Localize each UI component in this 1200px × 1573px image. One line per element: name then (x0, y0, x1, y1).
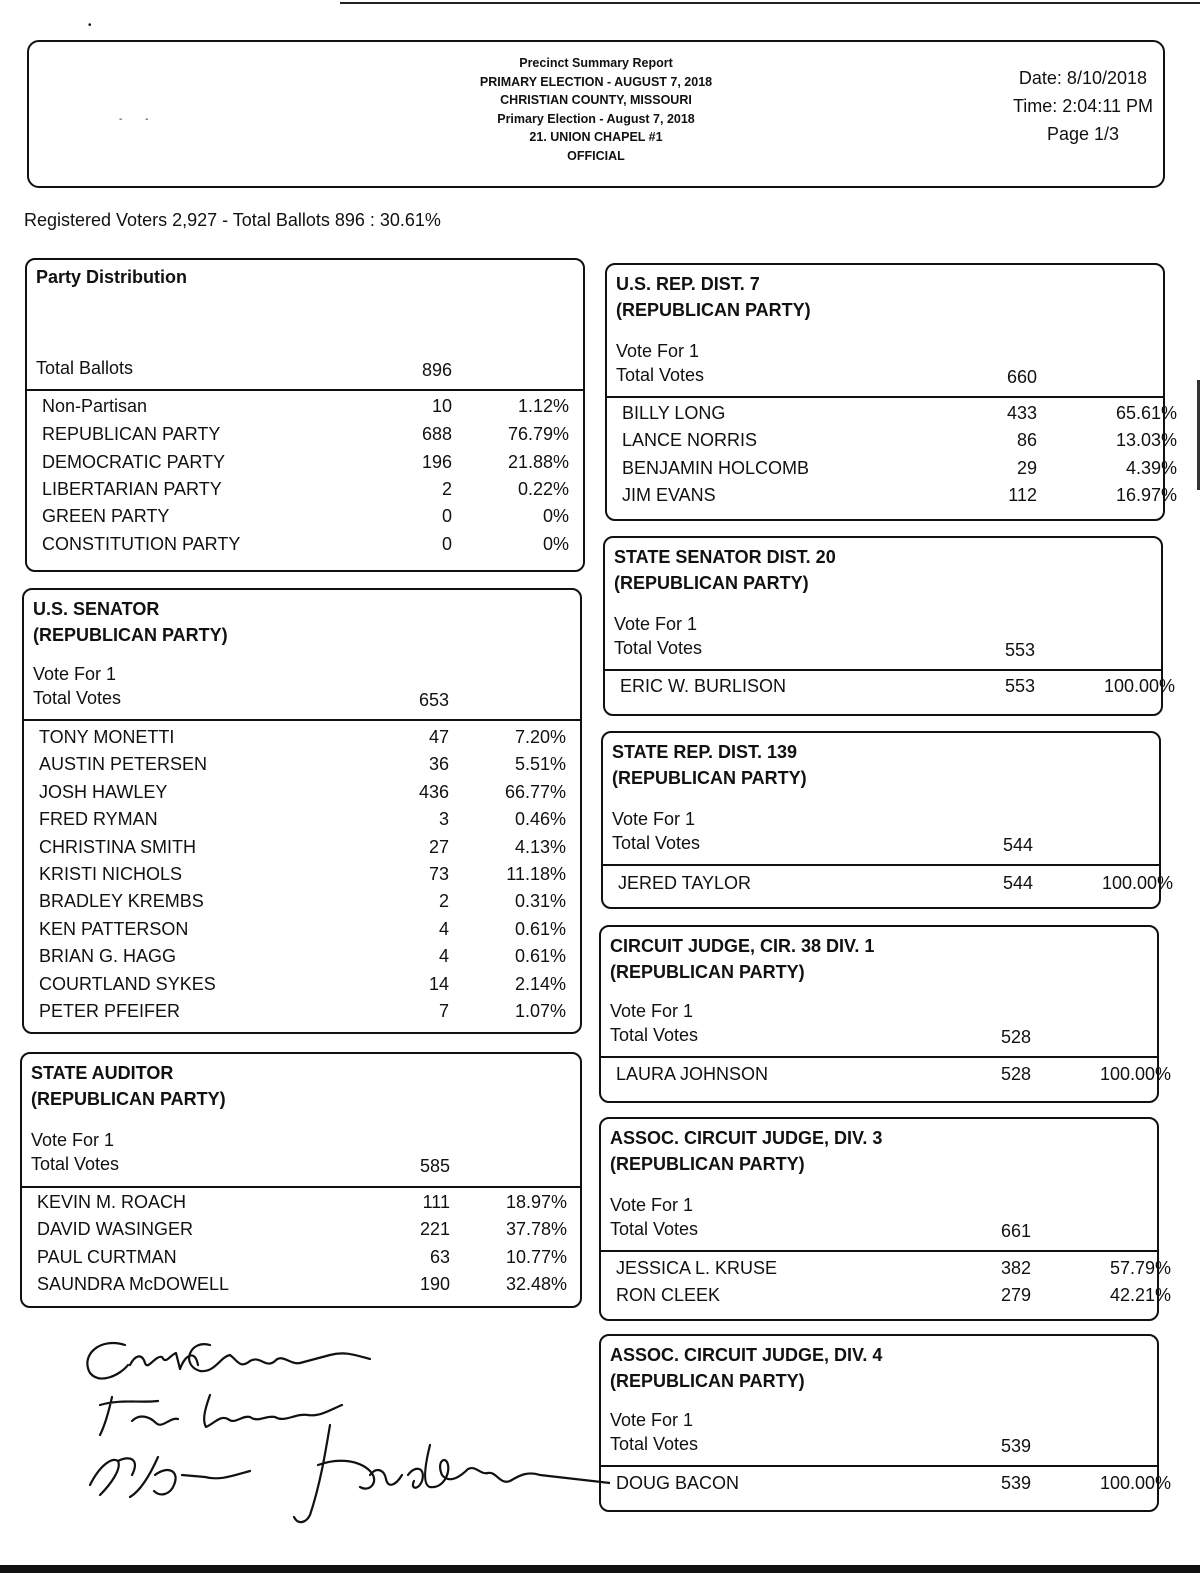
candidate-percent: 100.00% (1099, 1064, 1171, 1084)
total-ballots-label: Total Ballots (36, 358, 134, 378)
party-percent: 1.12% (517, 396, 569, 416)
party-percent: 0% (542, 534, 569, 554)
race-title: ASSOC. CIRCUIT JUDGE, DIV. 3 (610, 1128, 883, 1148)
party-votes: 10 (431, 396, 452, 416)
candidate-row (607, 485, 1177, 512)
candidate-name: JIM EVANS (622, 485, 716, 505)
candidate-row (605, 676, 1175, 703)
separator (22, 719, 582, 721)
scan-specks: ‐ ‐ (119, 114, 159, 125)
total-votes-value: 585 (419, 1156, 450, 1176)
candidate-percent: 0.61% (514, 919, 566, 939)
candidate-row (601, 1258, 1171, 1285)
vote-for-label: Vote For 1 (616, 341, 700, 361)
candidate-row (24, 946, 580, 973)
race-title: U.S. SENATOR (33, 599, 160, 619)
party-name: REPUBLICAN PARTY (42, 424, 221, 444)
candidate-percent: 10.77% (505, 1247, 567, 1267)
total-ballots-value: 896 (421, 360, 452, 380)
candidate-votes: 190 (419, 1274, 450, 1294)
race-party: (REPUBLICAN PARTY) (610, 1154, 805, 1174)
separator (599, 1056, 1159, 1058)
candidate-votes: 36 (428, 754, 449, 774)
separator (603, 669, 1163, 671)
candidate-row (601, 1064, 1171, 1091)
candidate-votes: 4 (438, 919, 449, 939)
candidate-name: KEN PATTERSON (39, 919, 189, 939)
candidate-percent: 32.48% (505, 1274, 567, 1294)
candidate-row (607, 458, 1177, 485)
vote-for-label: Vote For 1 (612, 809, 696, 829)
party-distribution-box (25, 258, 585, 572)
candidate-row (22, 1219, 580, 1246)
candidate-row (607, 403, 1177, 430)
candidate-percent: 4.39% (1125, 458, 1177, 478)
separator (599, 1465, 1159, 1467)
candidate-votes: 3 (438, 809, 449, 829)
candidate-name: COURTLAND SYKES (39, 974, 216, 994)
election-name: PRIMARY ELECTION - AUGUST 7, 2018 (479, 74, 713, 89)
party-percent: 0% (542, 506, 569, 526)
candidate-votes: 528 (1000, 1064, 1031, 1084)
candidate-name: ERIC W. BURLISON (620, 676, 787, 696)
report-header-titles (29, 54, 1163, 165)
candidate-name: PAUL CURTMAN (37, 1247, 177, 1267)
candidate-votes: 73 (428, 864, 449, 884)
total-votes-label: Total Votes (31, 1154, 120, 1174)
candidate-name: BILLY LONG (622, 403, 726, 423)
handwritten-signatures-icon (70, 1325, 610, 1545)
candidate-percent: 100.00% (1103, 676, 1175, 696)
election-subtitle: Primary Election - August 7, 2018 (497, 111, 695, 126)
race-party: (REPUBLICAN PARTY) (612, 768, 807, 788)
candidate-name: FRED RYMAN (39, 809, 158, 829)
candidate-name: JERED TAYLOR (618, 873, 752, 893)
candidate-percent: 100.00% (1101, 873, 1173, 893)
candidate-votes: 279 (1000, 1285, 1031, 1305)
party-percent: 0.22% (517, 479, 569, 499)
candidate-percent: 11.18% (506, 864, 566, 884)
party-votes: 196 (421, 452, 452, 472)
candidate-name: DOUG BACON (616, 1473, 740, 1493)
race-party: (REPUBLICAN PARTY) (31, 1089, 226, 1109)
total-votes-value: 660 (1006, 367, 1037, 387)
candidate-row (24, 837, 580, 864)
vote-for-label: Vote For 1 (31, 1130, 115, 1150)
separator (599, 1250, 1159, 1252)
party-votes: 688 (421, 424, 452, 444)
party-name: Non-Partisan (42, 396, 148, 416)
candidate-votes: 27 (428, 837, 449, 857)
candidate-row (24, 782, 580, 809)
candidate-name: DAVID WASINGER (37, 1219, 194, 1239)
total-votes-value: 544 (1002, 835, 1033, 855)
separator (601, 864, 1161, 866)
candidate-row (24, 754, 580, 781)
party-row (27, 534, 583, 561)
total-votes-label: Total Votes (614, 638, 703, 658)
party-votes: 2 (441, 479, 452, 499)
separator (605, 396, 1165, 398)
candidate-name: BRIAN G. HAGG (39, 946, 177, 966)
candidate-votes: 29 (1016, 458, 1037, 478)
race-box-assoc-circuit-judge-4 (599, 1334, 1171, 1512)
race-title: STATE AUDITOR (31, 1063, 174, 1083)
official-label: OFFICIAL (567, 148, 625, 163)
candidate-name: PETER PFEIFER (39, 1001, 181, 1021)
candidate-percent: 0.46% (514, 809, 566, 829)
report-type: Precinct Summary Report (519, 56, 673, 70)
candidate-votes: 539 (1000, 1473, 1031, 1493)
candidate-votes: 111 (422, 1192, 450, 1212)
separator (25, 389, 585, 391)
candidate-votes: 221 (419, 1219, 450, 1239)
race-title: ASSOC. CIRCUIT JUDGE, DIV. 4 (610, 1345, 883, 1365)
total-votes-value: 553 (1004, 640, 1035, 660)
race-title: CIRCUIT JUDGE, CIR. 38 DIV. 1 (610, 936, 875, 956)
candidate-percent: 7.20% (514, 727, 566, 747)
candidate-row (24, 891, 580, 918)
party-row (27, 506, 583, 533)
scan-speck: • (88, 20, 92, 31)
total-votes-label: Total Votes (610, 1434, 699, 1454)
candidate-name: BRADLEY KREMBS (39, 891, 204, 911)
race-party: (REPUBLICAN PARTY) (33, 625, 228, 645)
candidate-name: CHRISTINA SMITH (39, 837, 197, 857)
vote-for-label: Vote For 1 (610, 1195, 694, 1215)
race-party: (REPUBLICAN PARTY) (614, 573, 809, 593)
vote-for-label: Vote For 1 (610, 1001, 694, 1021)
candidate-percent: 65.61% (1115, 403, 1177, 423)
candidate-percent: 100.00% (1099, 1473, 1171, 1493)
candidate-votes: 382 (1000, 1258, 1031, 1278)
candidate-percent: 16.97% (1115, 485, 1177, 505)
scan-edge-top (340, 2, 1200, 4)
candidate-row (601, 1473, 1171, 1500)
race-party: (REPUBLICAN PARTY) (616, 300, 811, 320)
candidate-percent: 1.07% (514, 1001, 566, 1021)
race-box-us-senator (22, 588, 582, 1034)
candidate-votes: 436 (418, 782, 449, 802)
scan-edge-bottom (0, 1565, 1200, 1573)
party-distribution-title: Party Distribution (36, 267, 188, 287)
party-row (27, 452, 583, 479)
candidate-name: SAUNDRA McDOWELL (37, 1274, 230, 1294)
race-box-circuit-judge-38-1 (599, 925, 1171, 1103)
party-percent: 21.88% (507, 452, 569, 472)
total-votes-value: 539 (1000, 1436, 1031, 1456)
vote-for-label: Vote For 1 (614, 614, 698, 634)
precinct-name: 21. UNION CHAPEL #1 (529, 130, 663, 144)
vote-for-label: Vote For 1 (610, 1410, 694, 1430)
total-votes-value: 528 (1000, 1027, 1031, 1047)
candidate-percent: 0.31% (514, 891, 566, 911)
candidate-votes: 553 (1004, 676, 1035, 696)
total-votes-label: Total Votes (610, 1025, 699, 1045)
candidate-percent: 57.79% (1109, 1258, 1171, 1278)
candidate-name: AUSTIN PETERSEN (39, 754, 208, 774)
candidate-row (607, 430, 1177, 457)
report-header (27, 40, 1165, 188)
race-party: (REPUBLICAN PARTY) (610, 1371, 805, 1391)
candidate-votes: 4 (438, 946, 449, 966)
total-votes-label: Total Votes (610, 1219, 699, 1239)
candidate-row (24, 864, 580, 891)
report-meta (1013, 64, 1153, 148)
total-votes-label: Total Votes (616, 365, 705, 385)
race-box-state-senator-20 (603, 536, 1175, 716)
candidate-votes: 2 (438, 891, 449, 911)
candidate-name: TONY MONETTI (39, 727, 175, 747)
candidate-name: JOSH HAWLEY (39, 782, 168, 802)
candidate-name: KRISTI NICHOLS (39, 864, 183, 884)
candidate-votes: 433 (1006, 403, 1037, 423)
party-name: GREEN PARTY (42, 506, 170, 526)
candidate-row (24, 1001, 580, 1028)
candidate-name: BENJAMIN HOLCOMB (622, 458, 810, 478)
candidate-row (24, 974, 580, 1001)
candidate-percent: 66.77% (504, 782, 566, 802)
party-name: LIBERTARIAN PARTY (42, 479, 222, 499)
candidate-votes: 112 (1008, 485, 1037, 505)
candidate-row (22, 1247, 580, 1274)
candidate-name: KEVIN M. ROACH (37, 1192, 187, 1212)
candidate-percent: 5.51% (514, 754, 566, 774)
total-votes-value: 661 (1000, 1221, 1031, 1241)
report-date: Date: 8/10/2018 (1018, 68, 1148, 88)
party-percent: 76.79% (507, 424, 569, 444)
total-votes-value: 653 (418, 690, 449, 710)
candidate-votes: 47 (428, 727, 449, 747)
candidate-row (601, 1285, 1171, 1312)
candidate-row (24, 919, 580, 946)
registered-voters-summary: Registered Voters 2,927 - Total Ballots 896 : 30.61% (24, 210, 441, 230)
candidate-percent: 37.78% (505, 1219, 567, 1239)
party-name: DEMOCRATIC PARTY (42, 452, 226, 472)
race-party: (REPUBLICAN PARTY) (610, 962, 805, 982)
party-name: CONSTITUTION PARTY (42, 534, 241, 554)
candidate-name: LANCE NORRIS (622, 430, 758, 450)
party-row (27, 479, 583, 506)
candidate-votes: 14 (428, 974, 449, 994)
candidate-percent: 13.03% (1115, 430, 1177, 450)
total-votes-label: Total Votes (33, 688, 122, 708)
race-box-us-rep-7 (605, 263, 1177, 521)
race-box-assoc-circuit-judge-3 (599, 1117, 1171, 1321)
vote-for-label: Vote For 1 (33, 664, 117, 684)
candidate-row (22, 1274, 580, 1301)
separator (20, 1186, 582, 1188)
candidate-name: LAURA JOHNSON (616, 1064, 769, 1084)
candidate-row (603, 873, 1173, 900)
candidate-row (24, 727, 580, 754)
candidate-percent: 4.13% (514, 837, 566, 857)
candidate-votes: 86 (1016, 430, 1037, 450)
race-title: STATE SENATOR DIST. 20 (614, 547, 836, 567)
candidate-percent: 0.61% (514, 946, 566, 966)
candidate-row (22, 1192, 580, 1219)
party-votes: 0 (441, 506, 452, 526)
candidate-percent: 18.97% (505, 1192, 567, 1212)
candidate-name: JESSICA L. KRUSE (616, 1258, 778, 1278)
race-title: STATE REP. DIST. 139 (612, 742, 798, 762)
candidate-row (24, 809, 580, 836)
county-name: CHRISTIAN COUNTY, MISSOURI (500, 93, 692, 107)
candidate-votes: 7 (438, 1001, 449, 1021)
candidate-votes: 544 (1002, 873, 1033, 893)
candidate-percent: 2.14% (514, 974, 566, 994)
total-votes-label: Total Votes (612, 833, 701, 853)
race-box-state-auditor (20, 1052, 582, 1308)
candidate-name: RON CLEEK (616, 1285, 721, 1305)
race-box-state-rep-139 (601, 731, 1173, 909)
candidate-percent: 42.21% (1109, 1285, 1171, 1305)
party-row (27, 396, 583, 423)
page-number: Page 1/3 (1046, 124, 1119, 144)
report-time: Time: 2:04:11 PM (1012, 96, 1153, 116)
candidate-votes: 63 (429, 1247, 450, 1267)
race-title: U.S. REP. DIST. 7 (616, 274, 760, 294)
party-row (27, 424, 583, 451)
party-votes: 0 (441, 534, 452, 554)
